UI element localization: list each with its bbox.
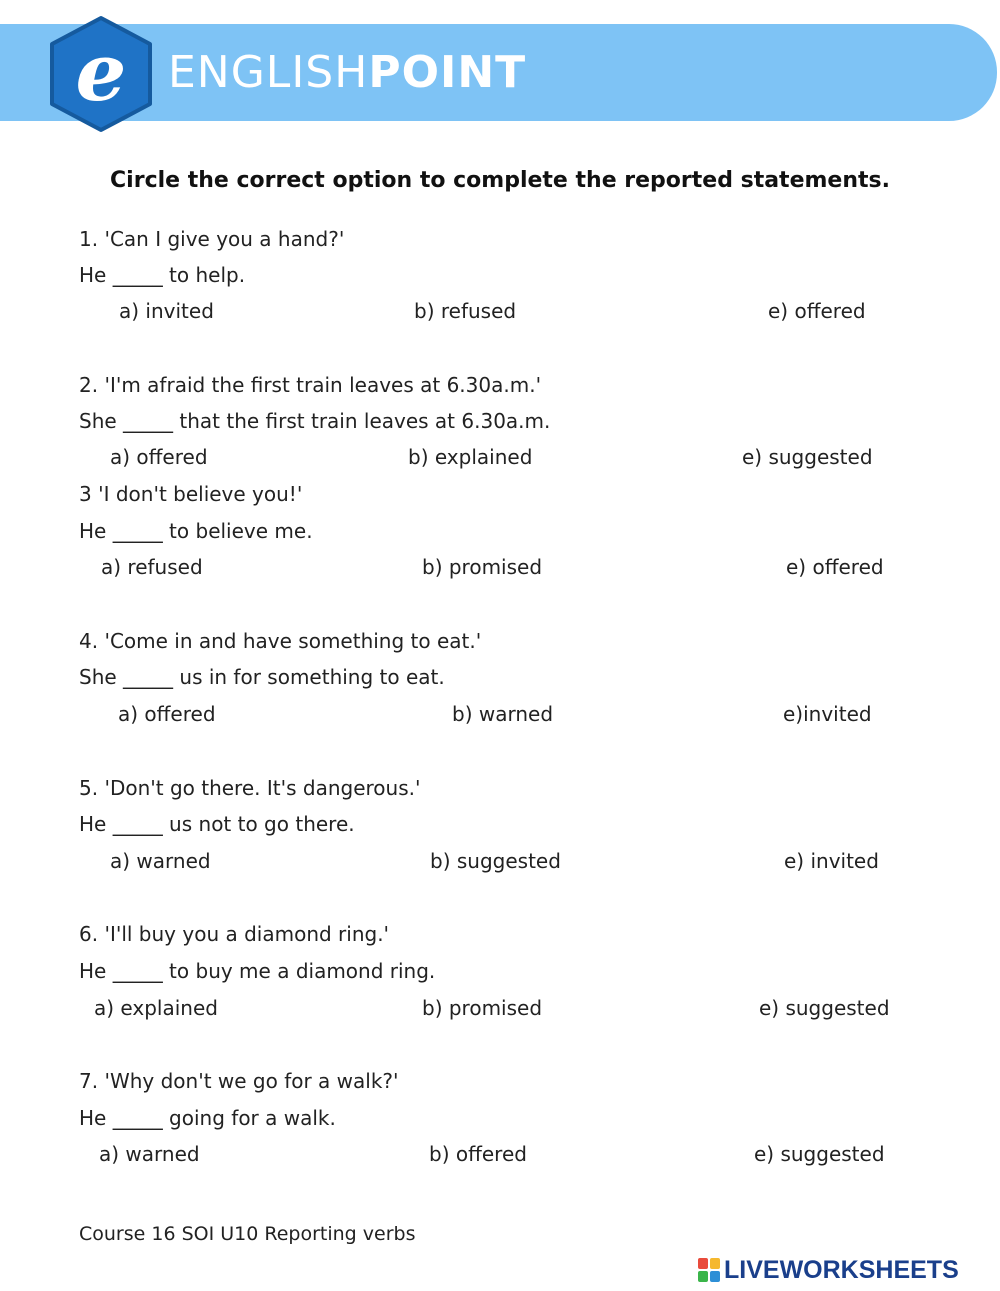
question-6-option-e[interactable]: e) suggested bbox=[759, 996, 890, 1020]
logo-letter: e bbox=[75, 25, 127, 119]
brand-bold: POINT bbox=[368, 47, 527, 98]
question-5-prompt: 5. 'Don't go there. It's dangerous.' bbox=[79, 776, 421, 800]
question-7-sentence: He _____ going for a walk. bbox=[79, 1106, 336, 1130]
englishpoint-logo-icon bbox=[46, 14, 156, 134]
course-footer: Course 16 SOI U10 Reporting verbs bbox=[79, 1223, 416, 1245]
brand-light: ENGLISH bbox=[168, 47, 369, 98]
question-7-option-a[interactable]: a) warned bbox=[99, 1142, 200, 1166]
question-6-option-a[interactable]: a) explained bbox=[94, 996, 218, 1020]
question-6-sentence: He _____ to buy me a diamond ring. bbox=[79, 959, 436, 983]
question-7-prompt: 7. 'Why don't we go for a walk?' bbox=[79, 1069, 399, 1093]
question-4-option-b[interactable]: b) warned bbox=[452, 702, 554, 726]
question-2-option-e[interactable]: e) suggested bbox=[742, 445, 873, 469]
question-2-prompt: 2. 'I'm afraid the first train leaves at 6.30a.m.' bbox=[79, 373, 542, 397]
instruction-title: Circle the correct option to complete the reported statements. bbox=[110, 168, 890, 193]
question-4-sentence: She _____ us in for something to eat. bbox=[79, 665, 445, 689]
question-4-option-e[interactable]: e)invited bbox=[783, 702, 872, 726]
question-5-option-e[interactable]: e) invited bbox=[784, 849, 879, 873]
question-1-option-e[interactable]: e) offered bbox=[768, 299, 866, 323]
question-3-option-e[interactable]: e) offered bbox=[786, 555, 884, 579]
question-4-option-a[interactable]: a) offered bbox=[118, 702, 216, 726]
question-2-sentence: She _____ that the first train leaves at 6.30a.m. bbox=[79, 409, 551, 433]
question-1-option-b[interactable]: b) refused bbox=[414, 299, 517, 323]
question-3-option-b[interactable]: b) promised bbox=[422, 555, 543, 579]
liveworksheets-text: LIVEWORKSHEETS bbox=[724, 1256, 959, 1284]
question-7-option-b[interactable]: b) offered bbox=[429, 1142, 527, 1166]
question-6-prompt: 6. 'I'll buy you a diamond ring.' bbox=[79, 922, 390, 946]
question-5-option-b[interactable]: b) suggested bbox=[430, 849, 561, 873]
question-4-prompt: 4. 'Come in and have something to eat.' bbox=[79, 629, 482, 653]
question-6-option-b[interactable]: b) promised bbox=[422, 996, 543, 1020]
question-5-option-a[interactable]: a) warned bbox=[110, 849, 211, 873]
question-3-prompt: 3 'I don't believe you!' bbox=[79, 482, 303, 506]
question-3-option-a[interactable]: a) refused bbox=[101, 555, 203, 579]
question-2-option-b[interactable]: b) explained bbox=[408, 445, 533, 469]
question-3-sentence: He _____ to believe me. bbox=[79, 519, 313, 543]
question-1-sentence: He _____ to help. bbox=[79, 263, 246, 287]
question-5-sentence: He _____ us not to go there. bbox=[79, 812, 355, 836]
question-1-prompt: 1. 'Can I give you a hand?' bbox=[79, 227, 345, 251]
brand-name bbox=[168, 48, 526, 98]
question-7-option-e[interactable]: e) suggested bbox=[754, 1142, 885, 1166]
liveworksheets-logo-icon bbox=[698, 1258, 720, 1282]
question-2-option-a[interactable]: a) offered bbox=[110, 445, 208, 469]
question-1-option-a[interactable]: a) invited bbox=[119, 299, 214, 323]
